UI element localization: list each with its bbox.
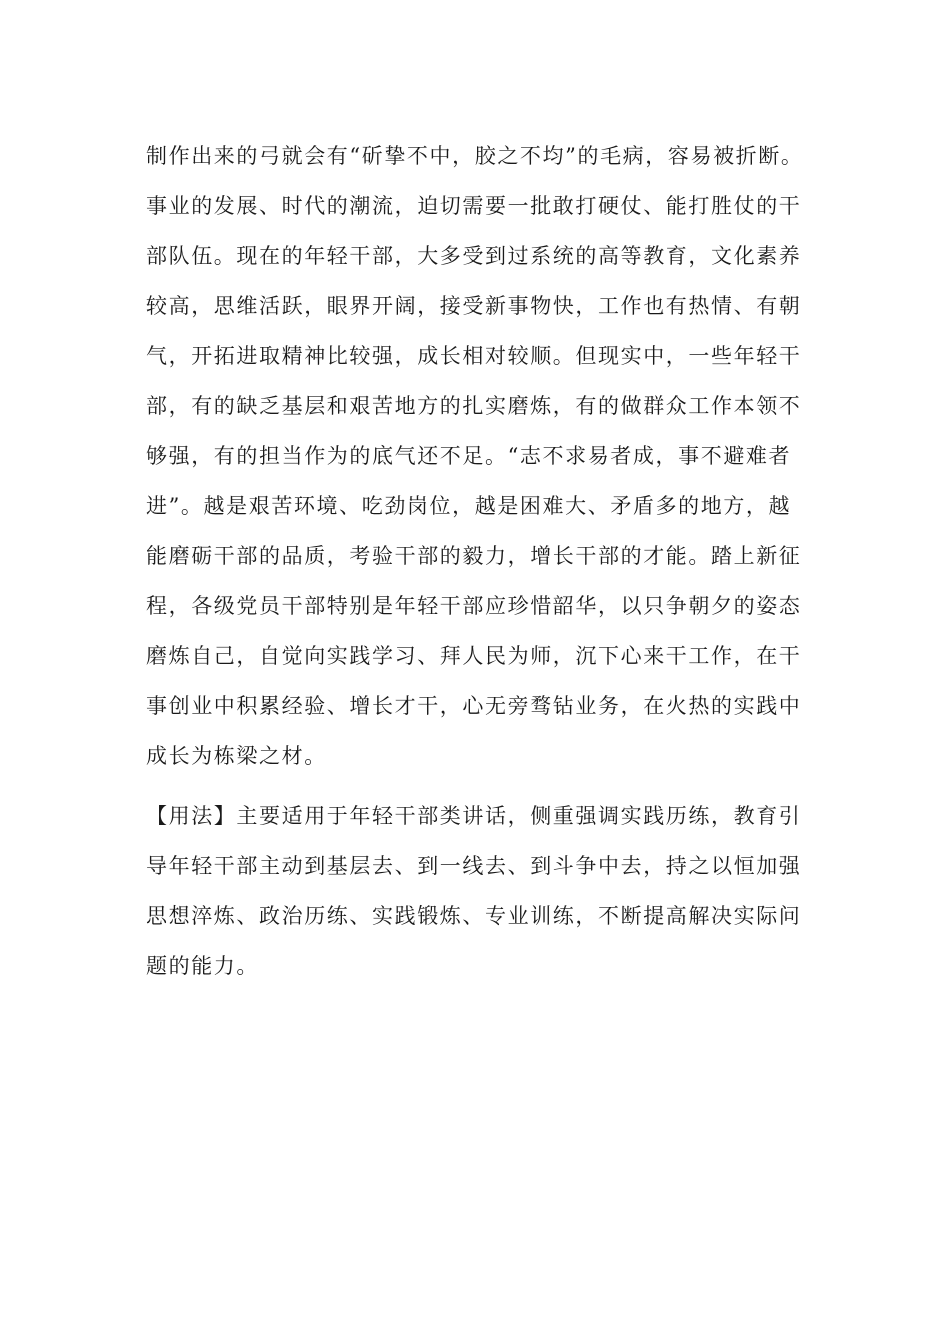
text-line: 程，各级党员干部特别是年轻干部应珍惜韶华，以只争朝夕的姿态 bbox=[146, 594, 802, 618]
paragraph-main-text bbox=[146, 131, 826, 781]
paragraph-usage-note bbox=[146, 791, 826, 991]
document-body bbox=[146, 131, 826, 991]
text-line: 导年轻干部主动到基层去、到一线去、到斗争中去，持之以恒加强 bbox=[146, 854, 802, 878]
text-line: 制作出来的弓就会有“斫挚不中，胶之不均”的毛病，容易被折断。 bbox=[146, 144, 804, 168]
text-line: 进”。越是艰苦环境、吃劲岗位，越是困难大、矛盾多的地方，越 bbox=[146, 494, 792, 518]
text-line: 部队伍。现在的年轻干部，大多受到过系统的高等教育，文化素养 bbox=[146, 244, 802, 268]
text-line: 题的能力。 bbox=[146, 954, 259, 978]
text-line: 较高，思维活跃，眼界开阔，接受新事物快，工作也有热情、有朝 bbox=[146, 294, 802, 318]
text-line: 够强，有的担当作为的底气还不足。“志不求易者成，事不避难者 bbox=[146, 444, 792, 468]
text-line: 思想淬炼、政治历练、实践锻炼、专业训练，不断提高解决实际问 bbox=[146, 904, 802, 928]
paragraph-spacer bbox=[146, 781, 826, 791]
text-line: 气，开拓进取精神比较强，成长相对较顺。但现实中，一些年轻干 bbox=[146, 344, 802, 368]
text-line: 【用法】主要适用于年轻干部类讲话，侧重强调实践历练，教育引 bbox=[146, 804, 802, 828]
text-line: 事创业中积累经验、增长才干，心无旁骛钻业务，在火热的实践中 bbox=[146, 694, 802, 718]
text-line: 磨炼自己，自觉向实践学习、拜人民为师，沉下心来干工作，在干 bbox=[146, 644, 802, 668]
text-line: 事业的发展、时代的潮流，迫切需要一批敢打硬仗、能打胜仗的干 bbox=[146, 194, 802, 218]
text-line: 部，有的缺乏基层和艰苦地方的扎实磨炼，有的做群众工作本领不 bbox=[146, 394, 802, 418]
text-line: 能磨砺干部的品质，考验干部的毅力，增长干部的才能。踏上新征 bbox=[146, 544, 802, 568]
text-line: 成长为栋梁之材。 bbox=[146, 744, 327, 768]
